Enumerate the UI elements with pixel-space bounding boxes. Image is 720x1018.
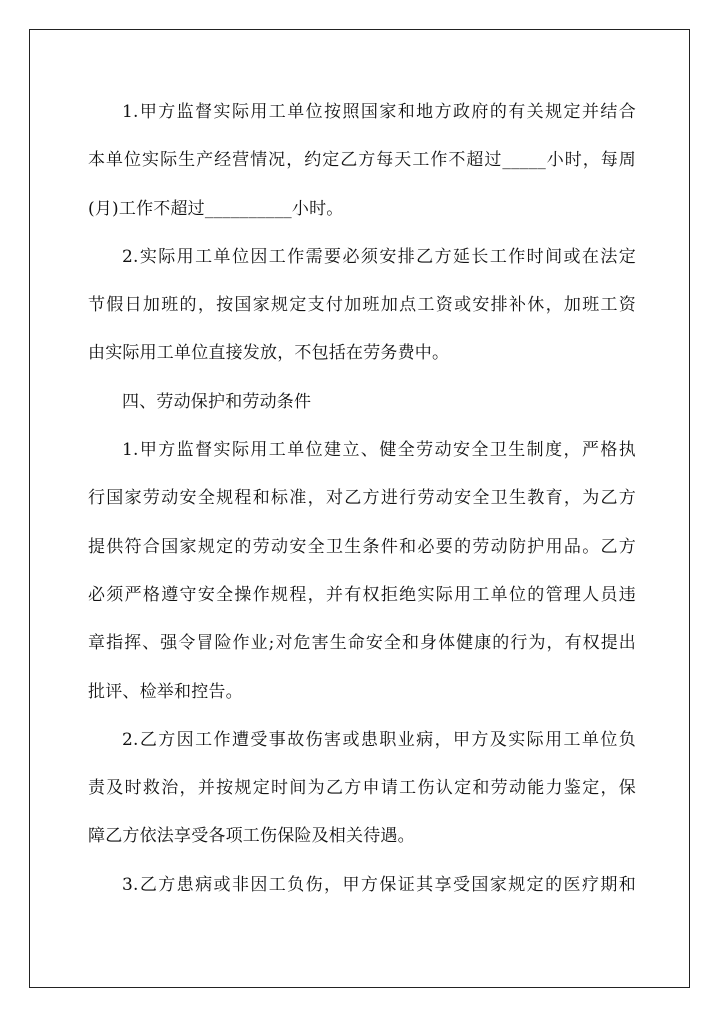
paragraph-3-line-3: 提供符合国家规定的劳动安全卫生条件和必要的劳动防护用品。乙方 [88, 536, 636, 557]
paragraph-3-line-4: 必须严格遵守安全操作规程，并有权拒绝实际用工单位的管理人员违 [88, 584, 636, 605]
paragraph-4-line-1: 2.乙方因工作遭受事故伤害或患职业病，甲方及实际用工单位负 [122, 729, 636, 750]
paragraph-4-line-2: 责及时救治，并按规定时间为乙方申请工伤认定和劳动能力鉴定，保 [88, 778, 636, 799]
paragraph-1-line-2: 本单位实际生产经营情况，约定乙方每天工作不超过_____小时，每周 [88, 150, 636, 171]
document-body [88, 92, 636, 913]
paragraph-1-line-1: 1.甲方监督实际用工单位按照国家和地方政府的有关规定并结合 [122, 102, 636, 122]
paragraph-5-line-1: 3.乙方患病或非因工负伤，甲方保证其享受国家规定的医疗期和 [122, 874, 636, 895]
paragraph-4-line-3: 障乙方依法享受各项工伤保险及相关待遇。 [88, 826, 415, 847]
section-heading: 四、劳动保护和劳动条件 [122, 391, 312, 412]
paragraph-3-line-5: 章指挥、强令冒险作业;对危害生命安全和身体健康的行为，有权提出 [88, 633, 636, 654]
paragraph-3-line-2: 行国家劳动安全规程和标准，对乙方进行劳动安全卫生教育，为乙方 [88, 488, 636, 509]
paragraph-2-line-2: 节假日加班的，按国家规定支付加班加点工资或安排补休，加班工资 [88, 295, 636, 316]
paragraph-2-line-1: 2.实际用工单位因工作需要必须安排乙方延长工作时间或在法定 [122, 246, 636, 267]
paragraph-2-line-3: 由实际用工单位直接发放，不包括在劳务费中。 [88, 343, 450, 364]
paragraph-1-line-3: (月)工作不超过__________小时。 [88, 198, 344, 219]
paragraph-3-line-6: 批评、检举和控告。 [88, 681, 243, 702]
paragraph-3-line-1: 1.甲方监督实际用工单位建立、健全劳动安全卫生制度，严格执 [122, 440, 636, 461]
